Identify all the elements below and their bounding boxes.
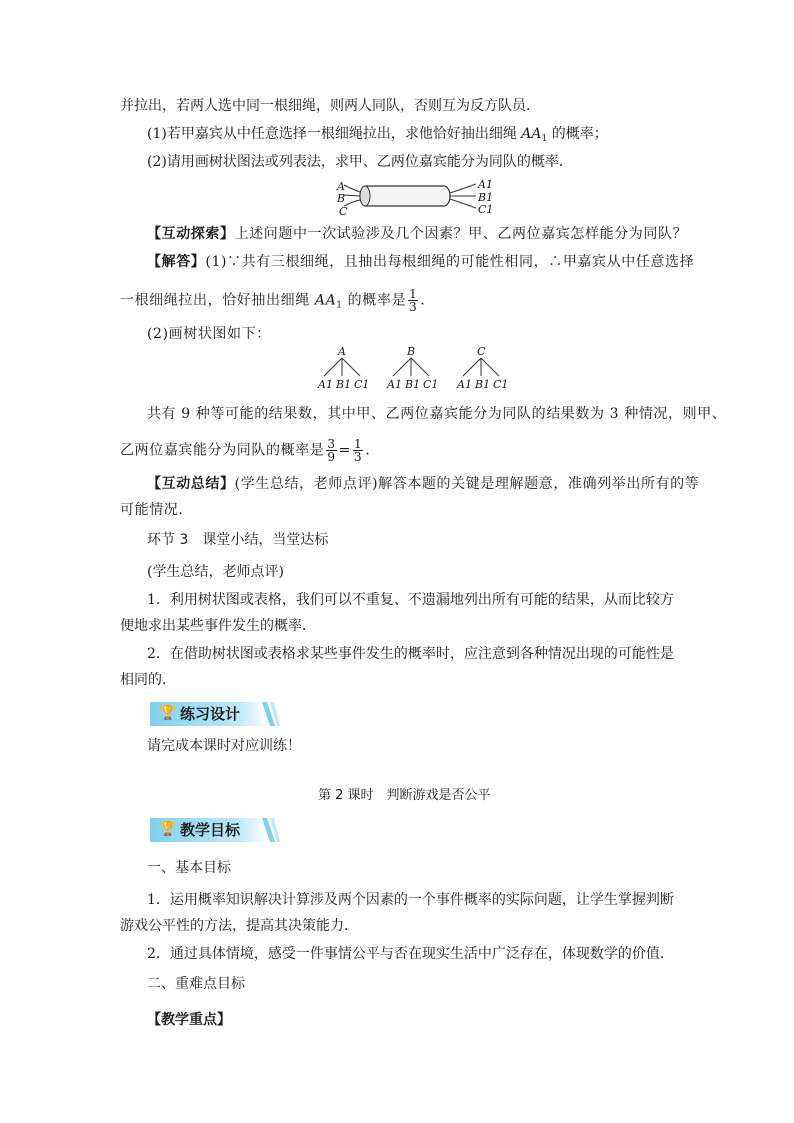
answer-tag: 【解答】	[147, 254, 206, 270]
tree-leaf: A1	[318, 378, 333, 391]
banner-title: 教学目标	[180, 821, 241, 839]
explore-line: 【互动探索】上述问题中一次试验涉及几个因素？甲、乙两位嘉宾怎样能分为同队？	[147, 226, 688, 242]
tree-leaf: A1	[457, 378, 472, 391]
summary-line-1: 【互动总结】(学生总结，老师点评)解答本题的关键是理解题意，准确列举出所有的等	[147, 476, 700, 492]
banner-title: 练习设计	[180, 705, 241, 723]
tree-leaf: B1	[405, 378, 421, 391]
tree-root-c: C	[477, 345, 486, 358]
rope-label-a: A	[337, 180, 345, 193]
trophy-icon: 🏆	[159, 705, 177, 721]
question-2: (2)请用画树状图法或列表法，求甲、乙两位嘉宾能分为同队的概率．	[147, 154, 573, 170]
practice-text: 请完成本课时对应训练！	[147, 738, 301, 754]
rope-label-a1: A1	[478, 178, 493, 191]
goal-heading-1: 一、基本目标	[147, 860, 231, 876]
answer-line-2: 一根细绳拉出，恰好抽出细绳 $AA_1$ 的概率是 $\frac{1}{3}$ .	[120, 287, 426, 314]
goal-heading-2: 二、重难点目标	[147, 976, 245, 992]
result-line-1: 共有 9 种等可能的结果数，其中甲、乙两位嘉宾能分为同队的结果数为 3 种情况，则甲、	[147, 406, 727, 422]
practice-banner	[150, 700, 280, 728]
question-1: (1)若甲嘉宾从中任意选择一根细绳拉出，求他恰好抽出细绳 $AA_1$ 的概率；	[147, 126, 608, 144]
intro-text: 并拉出，若两人选中同一根细绳，则两人同队，否则互为反方队员．	[120, 98, 540, 114]
goals-banner	[150, 816, 280, 844]
point-2: 2．在借助树状图或表格求某些事件发生的概率时，应注意到各种情况出现的可能性是	[147, 646, 674, 662]
goal-1: 1．运用概率知识解决计算涉及两个因素的一个事件概率的实际问题，让学生掌握判断	[147, 892, 674, 908]
section-heading: 环节 3 课堂小结，当堂达标	[147, 532, 329, 548]
rope-label-c: C	[339, 205, 348, 218]
review-note: (学生总结，老师点评)	[147, 564, 284, 580]
goal-1-cont: 游戏公平性的方法，提高其决策能力．	[120, 918, 358, 934]
tree-root-a: A	[338, 345, 346, 358]
goal-2: 2．通过具体情境，感受一件事情公平与否在现实生活中广泛存在，体现数学的价值．	[147, 946, 674, 962]
key-points-tag: 【教学重点】	[147, 1012, 231, 1028]
point-2-cont: 相同的．	[120, 672, 176, 688]
tree-root-b: B	[407, 345, 416, 358]
summary-line-2: 可能情况．	[120, 502, 193, 518]
trophy-icon: 🏆	[159, 821, 177, 837]
tree-leaf: C1	[423, 378, 439, 391]
rope-figure	[330, 176, 490, 216]
summary-tag: 【互动总结】	[147, 476, 235, 492]
tree-leaf: B1	[336, 378, 352, 391]
rope-label-b: B	[337, 192, 346, 205]
fraction-three-ninths: $\frac{3}{9}$	[327, 437, 336, 464]
fraction-one-third: $\frac{1}{3}$	[409, 287, 418, 314]
tree-leaf: C1	[493, 378, 509, 391]
rope-label-b1: B1	[478, 191, 494, 204]
point-1-cont: 便地求出某些事件发生的概率．	[120, 618, 316, 634]
rope-label-c1: C1	[478, 203, 494, 216]
tree-leaf: B1	[475, 378, 491, 391]
explore-tag: 【互动探索】	[147, 226, 235, 242]
fraction-one-third: $\frac{1}{3}$	[354, 437, 363, 464]
lesson-title: 第 2 课时 判断游戏是否公平	[318, 788, 491, 803]
result-line-2: 乙两位嘉宾能分为同队的概率是 $\frac{3}{9}$ = $\frac{1}{3}$ .	[120, 437, 371, 464]
answer-2-heading: (2)画树状图如下：	[147, 326, 271, 342]
answer-line-1: 【解答】(1)∵共有三根细绳，且抽出每根细绳的可能性相同，∴甲嘉宾从中任意选择	[147, 254, 695, 270]
point-1: 1．利用树状图或表格，我们可以不重复、不遗漏地列出所有可能的结果，从而比较方	[147, 592, 674, 608]
tree-leaf: A1	[387, 378, 402, 391]
tree-leaf: C1	[354, 378, 370, 391]
